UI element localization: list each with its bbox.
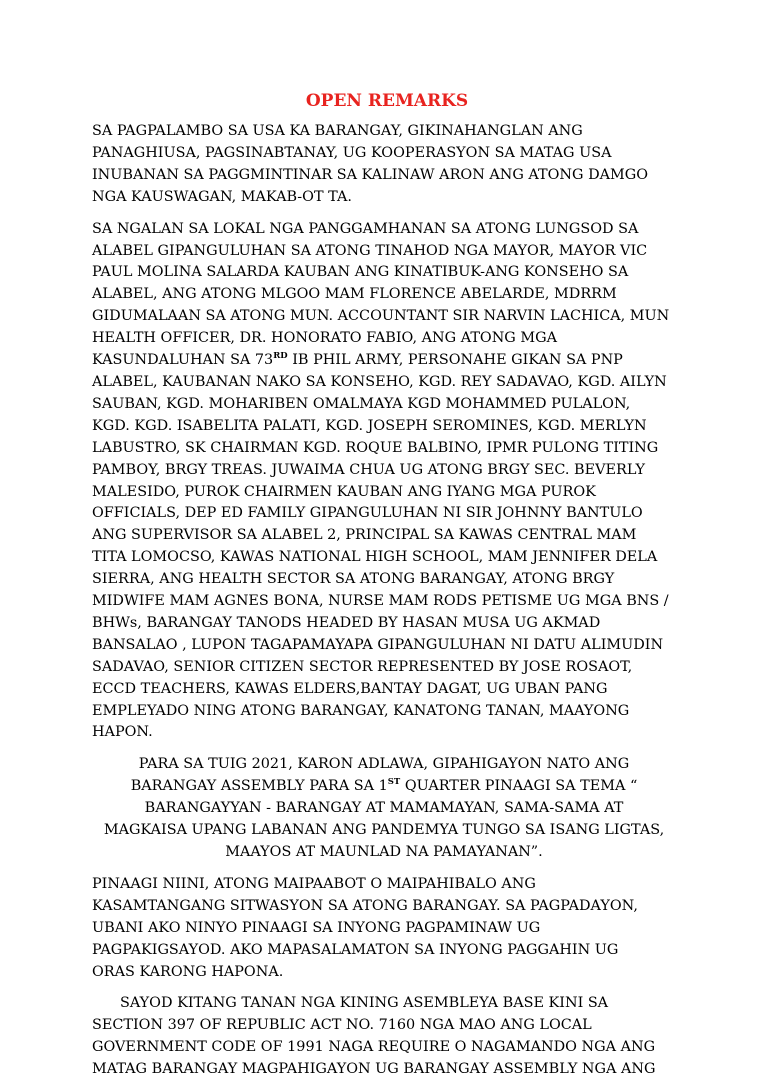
text-line: TITA LOMOCSO, KAWAS NATIONAL HIGH SCHOOL, MAM JENNIFER DELA [92, 549, 658, 566]
text-line: BARANGAYYAN - BARANGAY AT MAMAMAYAN, SAMA-SAMA AT [144, 800, 624, 817]
text-line: LABUSTRO, SK CHAIRMAN KGD. ROQUE BALBINO, IPMR PULONG TITING [92, 439, 659, 456]
quarter-ordinal-superscript: ST [387, 777, 401, 788]
text-line: SIERRA, ANG HEALTH SECTOR SA ATONG BARANGAY, ATONG BRGY [92, 571, 615, 588]
army-line-before: KASUNDALUHAN SA 73 [92, 352, 274, 369]
paragraph-intro [92, 121, 676, 209]
text-line: INUBANAN SA PAGGMINTINAR SA KALINAW ARON ANG ATONG DAMGO [92, 166, 649, 183]
text-line: GOVERNMENT CODE OF 1991 NAGA REQUIRE O NAGAMANDO NGA ANG [92, 1039, 656, 1056]
text-line: MATAG BARANGAY MAGPAHIGAYON UG BARANGAY ASSEMBLY NGA ANG [92, 1061, 656, 1078]
text-line: ALABEL, ANG ATONG MLGOO MAM FLORENCE ABELARDE, MDRRM [92, 286, 617, 303]
text-line: PARA SA TUIG 2021, KARON ADLAWA, GIPAHIGAYON NATO ANG [138, 756, 630, 773]
text-line: NGA KAUSWAGAN, MAKAB-OT TA. [92, 188, 352, 205]
paragraph-acknowledgements [92, 219, 676, 745]
text-line: SA PAGPALAMBO SA USA KA BARANGAY, GIKINAHANGLAN ANG [92, 123, 583, 139]
text-line: MIDWIFE MAM AGNES BONA, NURSE MAM RODS PETISME UG MGA BNS / [92, 593, 669, 610]
text-line: PINAAGI NIINI, ATONG MAIPAABOT O MAIPAHIBALO ANG [92, 875, 536, 892]
text-line: KASAMTANGANG SITWASYON SA ATONG BARANGAY. SA PAGPADAYON, [92, 897, 638, 914]
army-ordinal-superscript: RD [273, 351, 288, 362]
text-line: UBANI AKO NINYO PINAAGI SA INYONG PAGPAMINAW UG [92, 919, 541, 936]
text-line: KGD. KGD. ISABELITA PALATI, KGD. JOSEPH SEROMINES, KGD. MERLYN [92, 417, 647, 434]
text-line: GIDUMALAAN SA ATONG MUN. ACCOUNTANT SIR NARVIN LACHICA, MUN [92, 308, 670, 325]
quarter-line-after: QUARTER PINAAGI SA TEMA “ [400, 778, 638, 795]
text-line: SA NGALAN SA LOKAL NGA PANGGAMHANAN SA ATONG LUNGSOD SA [92, 220, 639, 237]
text-line: BHWs, BARANGAY TANODS HEADED BY HASAN MUSA UG AKMAD [92, 614, 601, 631]
text-line: SAYOD KITANG TANAN NGA KINING ASEMBLEYA BASE KINI SA [120, 995, 609, 1012]
text-line: ALABEL GIPANGULUHAN SA ATONG TINAHOD NGA MAYOR, MAYOR VIC [92, 242, 648, 259]
text-line: MAAYOS AT MAUNLAD NA PAMAYANAN”. [225, 844, 543, 860]
text-line: ANG SUPERVISOR SA ALABEL 2, PRINCIPAL SA KAWAS CENTRAL MAM [92, 527, 637, 544]
text-line: ALABEL, KAUBANAN NAKO SA KONSEHO, KGD. REY SADAVAO, KGD. AILYN [92, 373, 667, 390]
text-line: HEALTH OFFICER, DR. HONORATO FABIO, ANG ATONG MGA [92, 330, 558, 347]
text-line: HAPON. [92, 724, 153, 741]
text-line: MAGKAISA UPANG LABANAN ANG PANDEMYA TUNGO SA ISANG LIGTAS, [103, 822, 665, 839]
text-line: SADAVAO, SENIOR CITIZEN SECTOR REPRESENTED BY JOSE ROSAOT, [92, 658, 633, 675]
text-line: EMPLEYADO NING ATONG BARANGAY, KANATONG TANAN, MAAYONG [92, 702, 630, 719]
text-line: ORAS KARONG HAPONA. [92, 963, 284, 980]
text-line: PAGPAKIGSAYOD. AKO MAPASALAMATON SA INYONG PAGGAHIN UG [92, 941, 619, 958]
quarter-line-before: BARANGAY ASSEMBLY PARA SA 1 [130, 778, 388, 795]
army-line-after: IB PHIL ARMY, PERSONAHE GIKAN SA PNP [287, 352, 623, 369]
text-line: ECCD TEACHERS, KAWAS ELDERS,BANTAY DAGAT, UG UBAN PANG [92, 680, 608, 697]
text-line: PAMBOY, BRGY TREAS. JUWAIMA CHUA UG ATONG BRGY SEC. BEVERLY [92, 461, 645, 478]
text-line: PAUL MOLINA SALARDA KAUBAN ANG KINATIBUK-ANG KONSEHO SA [92, 264, 629, 281]
text-line-quarter [92, 776, 676, 798]
document-title: OPEN REMARKS [305, 91, 469, 111]
text-line: SAUBAN, KGD. MOHARIBEN OMALMAYA KGD MOHAMMED PULALON, [92, 395, 631, 412]
paragraph-legal-basis [92, 993, 676, 1081]
text-line: OFFICIALS, DEP ED FAMILY GIPANGULUHAN NI SIR JOHNNY BANTULO [92, 505, 643, 522]
paragraph-theme [92, 754, 676, 864]
text-line: SECTION 397 OF REPUBLIC ACT NO. 7160 NGA MAO ANG LOCAL [92, 1017, 592, 1034]
paragraph-situation [92, 874, 676, 984]
text-line: MALESIDO, PUROK CHAIRMEN KAUBAN ANG IYANG MGA PUROK [92, 483, 596, 500]
text-line: BANSALAO , LUPON TAGAPAMAYAPA GIPANGULUHAN NI DATU ALIMUDIN [92, 636, 664, 653]
text-line-army [92, 350, 676, 372]
text-line: PANAGHIUSA, PAGSINABTANAY, UG KOOPERASYON SA MATAG USA [92, 144, 612, 161]
